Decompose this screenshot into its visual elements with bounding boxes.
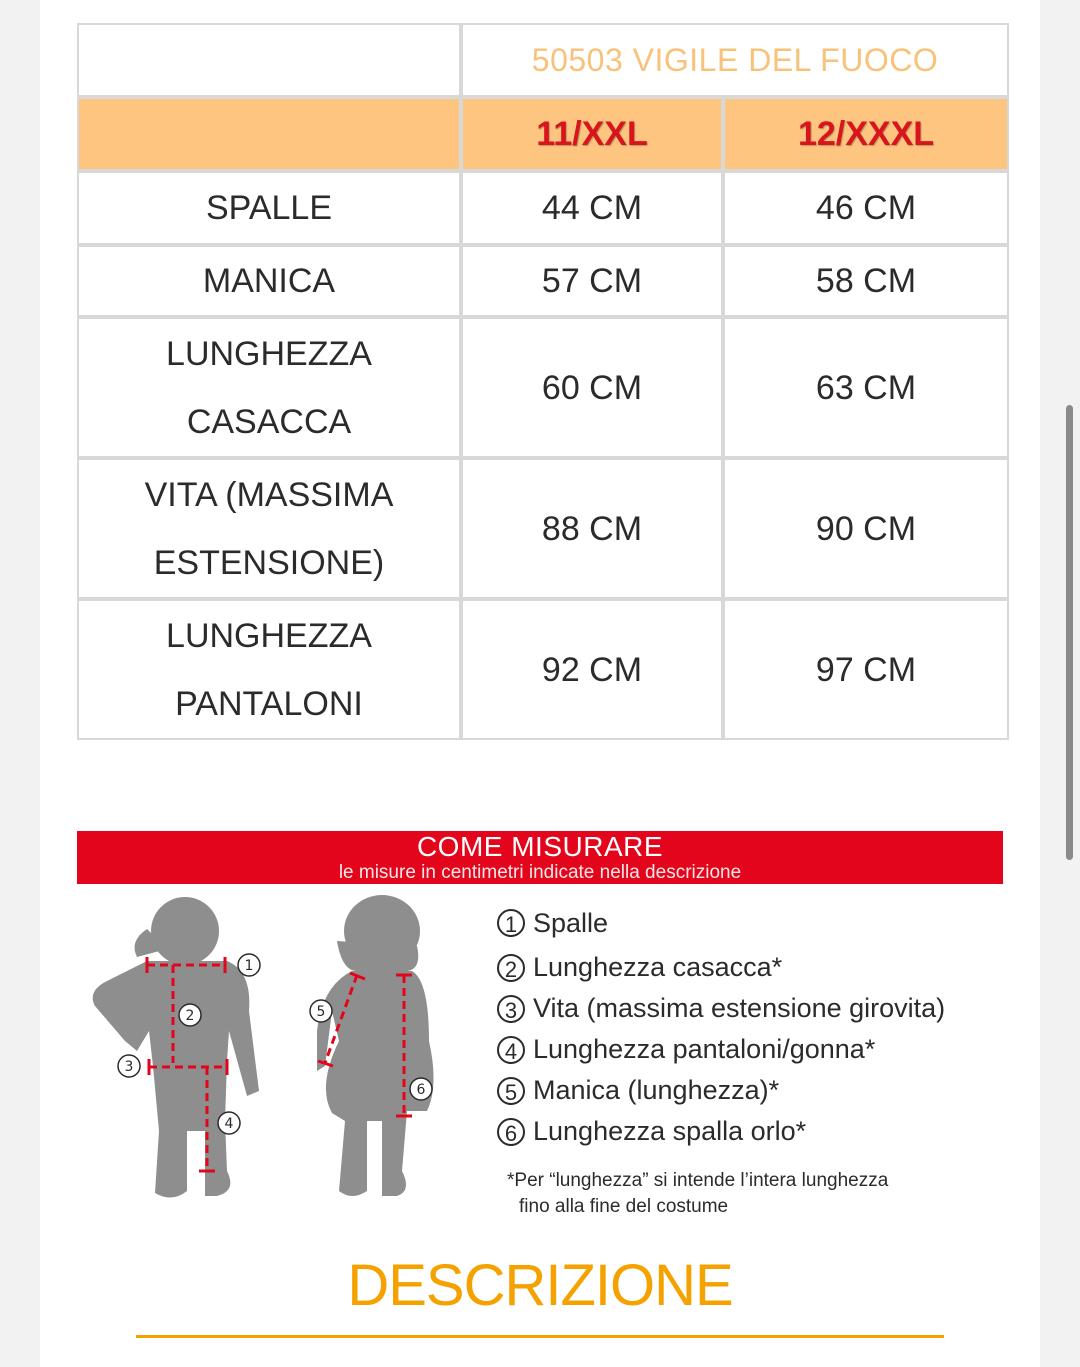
marker-5: 5 — [316, 1004, 326, 1020]
size-label: 11/XXL — [461, 97, 723, 171]
measure-value: 46 CM — [723, 171, 1009, 245]
measure-value: 63 CM — [723, 317, 1009, 458]
measure-value: 97 CM — [723, 599, 1009, 740]
measure-title: COME MISURARE — [416, 831, 664, 862]
measure-value: 88 CM — [461, 458, 723, 599]
number-badge: 5 — [497, 1077, 525, 1105]
row-label: MANICA — [77, 245, 461, 317]
legend-item: 3 Vita (massima estensione girovita) — [497, 988, 1007, 1029]
size-header-row — [77, 97, 1009, 171]
number-badge: 3 — [497, 995, 525, 1023]
legend-item: 1 Spalle — [497, 899, 1007, 947]
measure-value: 90 CM — [723, 458, 1009, 599]
table-row — [77, 171, 1009, 245]
legend-item: 2 Lunghezza casacca* — [497, 947, 1007, 988]
scrollbar-thumb[interactable] — [1066, 405, 1073, 860]
row-label: LUNGHEZZA CASACCA — [77, 317, 461, 458]
measure-figures-illustration — [77, 891, 497, 1241]
size-table — [77, 23, 1009, 740]
product-title: 50503 VIGILE DEL FUOCO — [461, 23, 1009, 97]
measure-value: 57 CM — [461, 245, 723, 317]
marker-2: 2 — [185, 1008, 195, 1024]
empty-size-header-cell — [77, 97, 461, 171]
measure-value: 44 CM — [461, 171, 723, 245]
row-label: VITA (MASSIMA ESTENSIONE) — [77, 458, 461, 599]
table-row — [77, 458, 1009, 599]
number-badge: 4 — [497, 1036, 525, 1064]
length-note: *Per “lunghezza” si intende l’intera lunghezza fino alla fine del costume — [507, 1170, 889, 1217]
description-heading: DESCRIZIONE — [347, 1253, 733, 1318]
row-label: SPALLE — [77, 171, 461, 245]
number-badge: 6 — [497, 1118, 525, 1146]
girl-silhouette — [317, 895, 434, 1196]
legend-item: 6 Lunghezza spalla orlo* — [497, 1111, 1007, 1152]
measure-value: 58 CM — [723, 245, 1009, 317]
number-badge: 1 — [497, 909, 525, 937]
measure-subtitle: le misure in centimetri indicate nella descrizione — [338, 862, 742, 883]
marker-1: 1 — [244, 958, 254, 974]
number-badge: 2 — [497, 954, 525, 982]
measure-value: 60 CM — [461, 317, 723, 458]
table-row — [77, 245, 1009, 317]
empty-header-cell — [77, 23, 461, 97]
table-title-row — [77, 23, 1009, 97]
table-row — [77, 317, 1009, 458]
description-divider — [136, 1335, 944, 1338]
boy-silhouette — [93, 897, 259, 1198]
table-row — [77, 599, 1009, 740]
measure-guide — [77, 831, 1003, 1231]
marker-4: 4 — [224, 1116, 234, 1132]
row-label: LUNGHEZZA PANTALONI — [77, 599, 461, 740]
measure-legend — [497, 899, 1007, 1220]
marker-3: 3 — [124, 1059, 134, 1075]
size-label: 12/XXXL — [723, 97, 1009, 171]
legend-item: 4 Lunghezza pantaloni/gonna* — [497, 1029, 1007, 1070]
legend-item: 5 Manica (lunghezza)* — [497, 1070, 1007, 1111]
measure-banner — [77, 831, 1003, 884]
measure-value: 92 CM — [461, 599, 723, 740]
marker-6: 6 — [416, 1082, 426, 1098]
